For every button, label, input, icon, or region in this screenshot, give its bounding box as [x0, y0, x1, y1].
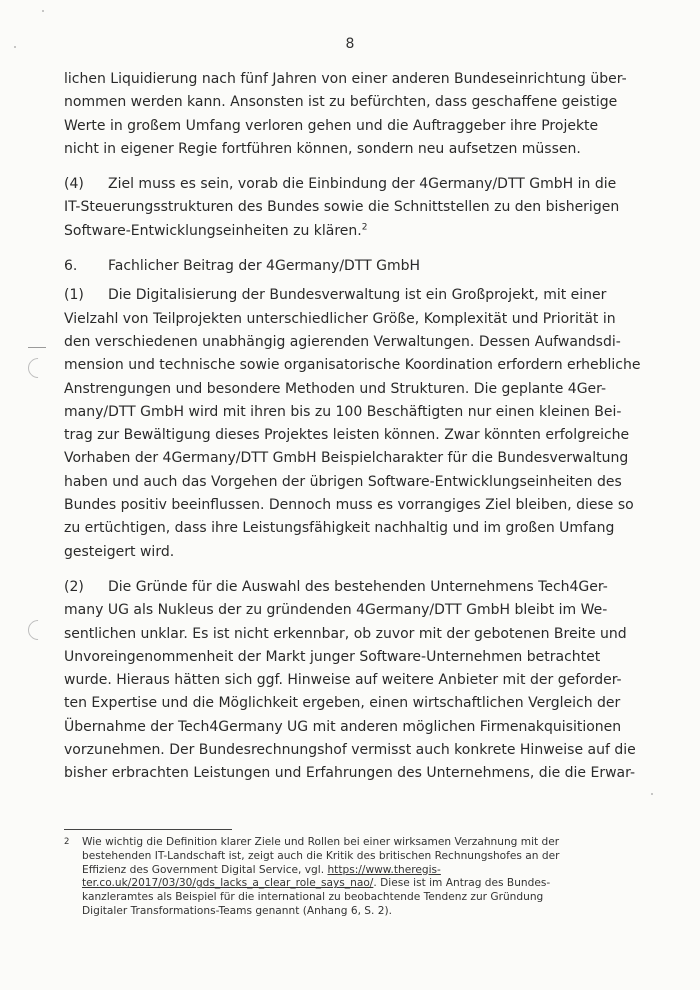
paragraph-marker: (4) — [64, 176, 84, 193]
text-line: gesteigert wird. — [64, 543, 175, 560]
text-line: vorzunehmen. Der Bundesrechnungshof vermisst auch konkrete Hinweise auf die — [64, 742, 636, 759]
paragraph-continuation — [64, 68, 627, 161]
text-line: nommen werden kann. Ansonsten ist zu befürchten, dass geschaffene geistige — [64, 94, 618, 111]
section-number: 6. — [64, 258, 78, 275]
section-heading — [64, 255, 604, 278]
footnote-line: Digitaler Transformations-Teams genannt (Anhang 6, S. 2). — [82, 904, 393, 917]
text-line: Anstrengungen und besondere Methoden und Strukturen. Die geplante 4Ger- — [64, 380, 607, 397]
page-number: 8 — [345, 36, 355, 52]
text-line: (1) Die Digitalisierung der Bundesverwaltung ist ein Großprojekt, mit einer — [64, 284, 604, 307]
footnote-line: ter.co.uk/2017/03/30/gds_lacks_a_clear_role_says_nao/. Diese ist im Antrag des Bundes- — [82, 877, 551, 890]
punch-hole-mark — [24, 354, 52, 382]
text-line: Werte in großem Umfang verloren gehen und die Auftraggeber ihre Projekte — [64, 117, 599, 134]
section-title: Fachlicher Beitrag der 4Germany/DTT GmbH — [108, 258, 421, 275]
text-line: zu ertüchtigen, dass ihre Leistungsfähigkeit nachhaltig und im großen Umfang — [64, 520, 615, 537]
paragraph-4 — [64, 173, 620, 243]
text-line: Vorhaben der 4Germany/DTT GmbH Beispielcharakter für die Bundesverwaltung — [64, 450, 629, 467]
text-line: sentlichen unklar. Es ist nicht erkennbar, ob zuvor mit der gebotenen Breite und — [64, 625, 627, 642]
footnote-line: bestehenden IT-Landschaft ist, zeigt auch die Kritik des britischen Rechnungshofes an der — [82, 849, 560, 862]
text-line: IT-Steuerungsstrukturen des Bundes sowie die Schnittstellen zu den bisherigen — [64, 199, 620, 216]
body-text — [64, 68, 641, 786]
scan-speck — [651, 793, 653, 795]
footnote-line: Effizienz des Government Digital Service, vgl. https://www.theregis- — [82, 863, 441, 876]
paragraph-marker: (1) — [64, 287, 84, 304]
text-line: Bundes positiv beeinflussen. Dennoch muss es vorrangiges Ziel bleiben, diese so — [64, 497, 634, 514]
text-line: Übernahme der Tech4Germany UG mit anderen möglichen Firmenakquisitionen — [64, 718, 622, 735]
text-line: nicht in eigener Regie fortführen können, sondern neu aufsetzen müssen. — [64, 140, 581, 157]
text-line: Software-Entwicklungseinheiten zu klären.$^2$ — [64, 222, 368, 239]
footnote — [64, 836, 604, 919]
footnote-line: kanzleramtes als Beispiel für die international zu beobachtende Tendenz zur Gründung — [82, 891, 544, 904]
scan-mark — [28, 347, 46, 348]
scan-speck — [42, 10, 44, 12]
punch-hole-mark — [24, 616, 52, 644]
text-line: (4) Ziel muss es sein, vorab die Einbindung der 4Germany/DTT GmbH in die — [64, 173, 604, 196]
footnote-mark: 2 — [64, 837, 70, 847]
text-line: many UG als Nukleus der zu gründenden 4Germany/DTT GmbH bleibt im We- — [64, 602, 608, 619]
text-line: bisher erbrachten Leistungen und Erfahrungen des Unternehmens, die die Erwar- — [64, 765, 636, 782]
text-line: many/DTT GmbH wird mit ihren bis zu 100 Beschäftigten nur einen kleinen Bei- — [64, 403, 622, 420]
text-line: lichen Liquidierung nach fünf Jahren von einer anderen Bundeseinrichtung über- — [64, 71, 627, 87]
footnote-link[interactable]: ter.co.uk/2017/03/30/gds_lacks_a_clear_role_says_nao/ — [82, 877, 374, 890]
paragraph-6-1 — [64, 284, 641, 564]
text-line: den verschiedenen unabhängig agierenden Verwaltungen. Dessen Aufwandsdi- — [64, 333, 621, 350]
paragraph-marker: (2) — [64, 578, 84, 595]
footnote-reference: 2 — [361, 222, 368, 233]
paragraph-6-2 — [64, 576, 636, 786]
text-line: wurde. Hieraus hätten sich ggf. Hinweise auf weitere Anbieter mit der geforder- — [64, 672, 622, 689]
scan-speck — [14, 46, 16, 48]
footnote-link[interactable]: https://www.theregis- — [327, 863, 441, 876]
text-line: mension und technische sowie organisatorische Koordination erfordern erhebliche — [64, 357, 641, 374]
footnote-divider — [64, 829, 232, 830]
text-line: Unvoreingenommenheit der Markt junger Software-Unternehmen betrachtet — [64, 648, 601, 665]
text-line: (2) Die Gründe für die Auswahl des bestehenden Unternehmens Tech4Ger- — [64, 576, 604, 599]
text-line: Vielzahl von Teilprojekten unterschiedlicher Größe, Komplexität und Priorität in — [64, 310, 616, 327]
footnote-line: Wie wichtig die Definition klarer Ziele und Rollen bei einer wirksamen Verzahnung mit der — [82, 836, 560, 848]
text-line: haben und auch das Vorgehen der übrigen Software-Entwicklungseinheiten des — [64, 473, 622, 490]
text-line: trag zur Bewältigung dieses Projektes leisten können. Zwar könnten erfolgreiche — [64, 427, 630, 444]
text-line: ten Expertise und die Möglichkeit ergeben, einen wirtschaftlichen Vergleich der — [64, 695, 621, 712]
